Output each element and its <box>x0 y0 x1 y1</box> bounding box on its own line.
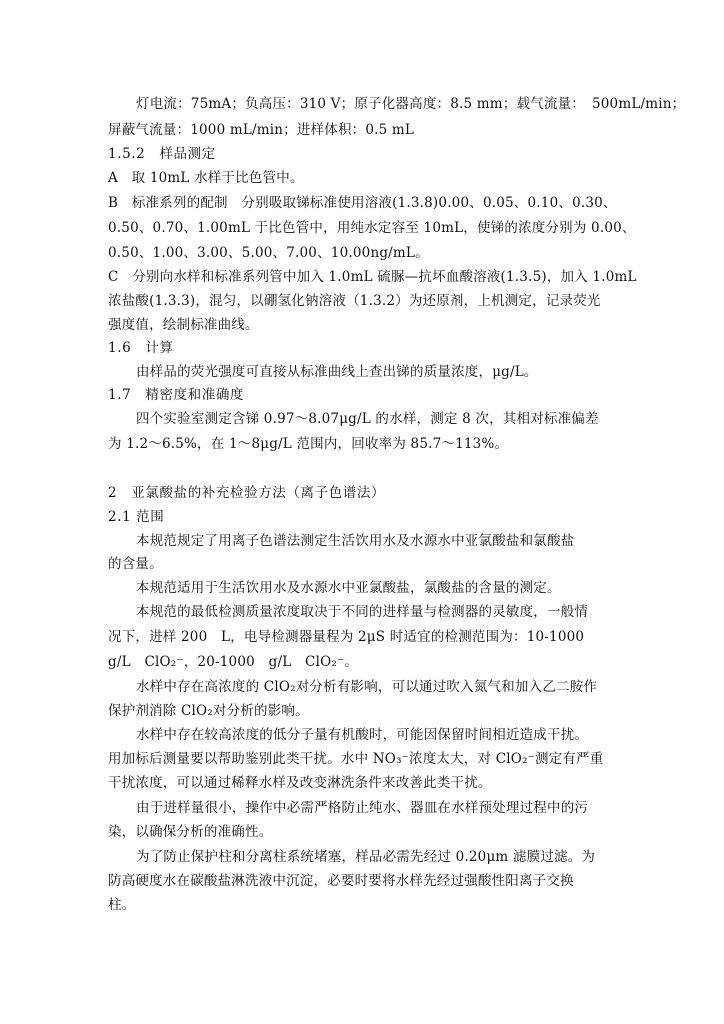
heading-1-5-2: 1.5.2 样品测定 <box>108 146 216 162</box>
scope-line-2: 的含量。 <box>108 556 163 572</box>
precision-line-2: 为 1.2～6.5%，在 1～8μg/L 范围内，回收率为 85.7～113%。 <box>108 436 509 452</box>
step-b-line-3: 0.50、1.00、3.00、5.00、7.00、10.00ng/mL。 <box>108 245 429 261</box>
step-a: A 取 10mL 水样于比色管中。 <box>108 170 304 186</box>
detection-line-3: g/L ClO₂⁻，20-1000 g/L ClO₂⁻。 <box>108 654 359 670</box>
precision-line-1: 四个实验室测定含锑 0.97～8.07μg/L 的水样，测定 8 次，其相对标准偏差 <box>136 411 599 427</box>
step-c-line-2: 浓盐酸(1.3.3)，混匀，以硼氢化钠溶液（1.3.2）为还原剂，上机测定，记录荧光 <box>108 293 601 309</box>
interference-line-2: 用加标后测量要以帮助鉴别此类干扰。水中 NO₃⁻浓度太大，对 ClO₂⁻测定有严重 <box>108 751 604 767</box>
filter-line-3: 柱。 <box>108 897 136 913</box>
heading-1-6: 1.6 计算 <box>108 340 174 356</box>
step-c-line-1: C 分别向水样和标准系列管中加入 1.0mL 硫脲—抗坏血酸溶液(1.3.5)，加入 1.0mL <box>108 269 637 285</box>
step-b-line-2: 0.50、0.70、1.00mL 于比色管中，用纯水定容至 10mL，使锑的浓度分别为 0.00、 <box>108 220 636 236</box>
contamination-line-1: 由于进样量很小，操作中必需严格防止纯水、器皿在水样预处理过程中的污 <box>136 800 589 816</box>
step-c-line-3: 强度值，绘制标准曲线。 <box>108 317 259 333</box>
interference-line-3: 干扰浓度，可以通过稀释水样及改变淋洗条件来改善此类干扰。 <box>108 775 492 791</box>
filter-line-2: 防高硬度水在碳酸盐淋洗液中沉淀，必要时要将水样先经过强酸性阳离子交换 <box>108 873 574 889</box>
detection-line-1: 本规范的最低检测质量浓度取决于不同的进样量与检测器的灵敏度，一般情 <box>136 604 589 620</box>
interference-line-1: 水样中存在较高浓度的低分子量有机酸时，可能因保留时间相近造成干扰。 <box>136 727 589 743</box>
instrument-params-line-2: 屏蔽气流量：1000 mL/min；进样体积：0.5 mL <box>108 122 415 138</box>
heading-2: 2 亚氯酸盐的补充检验方法（离子色谱法） <box>108 485 386 501</box>
calc-paragraph: 由样品的荧光强度可直接从标准曲线上查出锑的质量浓度，μg/L。 <box>136 364 538 380</box>
scope-line-3: 本规范适用于生活饮用水及水源水中亚氯酸盐，氯酸盐的含量的测定。 <box>136 580 561 596</box>
heading-1-7: 1.7 精密度和准确度 <box>108 387 245 403</box>
clo2-line-2: 保护剂消除 ClO₂对分析的影响。 <box>108 703 309 719</box>
step-b-line-1: B 标准系列的配制 分别吸取锑标准使用溶液(1.3.8)0.00、0.05、0.10、0.30、 <box>108 195 617 211</box>
clo2-line-1: 水样中存在高浓度的 ClO₂对分析有影响，可以通过吹入氮气和加入乙二胺作 <box>136 679 598 695</box>
instrument-params-line-1: 灯电流：75mA；负高压：310 V；原子化器高度：8.5 mm；载气流量： 500mL/min； <box>136 96 686 112</box>
scope-line-1: 本规范规定了用离子色谱法测定生活饮用水及水源水中亚氯酸盐和氯酸盐 <box>136 533 575 549</box>
contamination-line-2: 染，以确保分析的准确性。 <box>108 824 273 840</box>
filter-line-1: 为了防止保护柱和分离柱系统堵塞，样品必需先经过 0.20μm 滤膜过滤。为 <box>136 849 596 865</box>
detection-line-2: 况下，进样 200 L，电导检测器量程为 2μS 时适宜的检测范围为：10-1000 <box>108 629 585 645</box>
heading-2-1: 2.1 范围 <box>108 509 165 525</box>
